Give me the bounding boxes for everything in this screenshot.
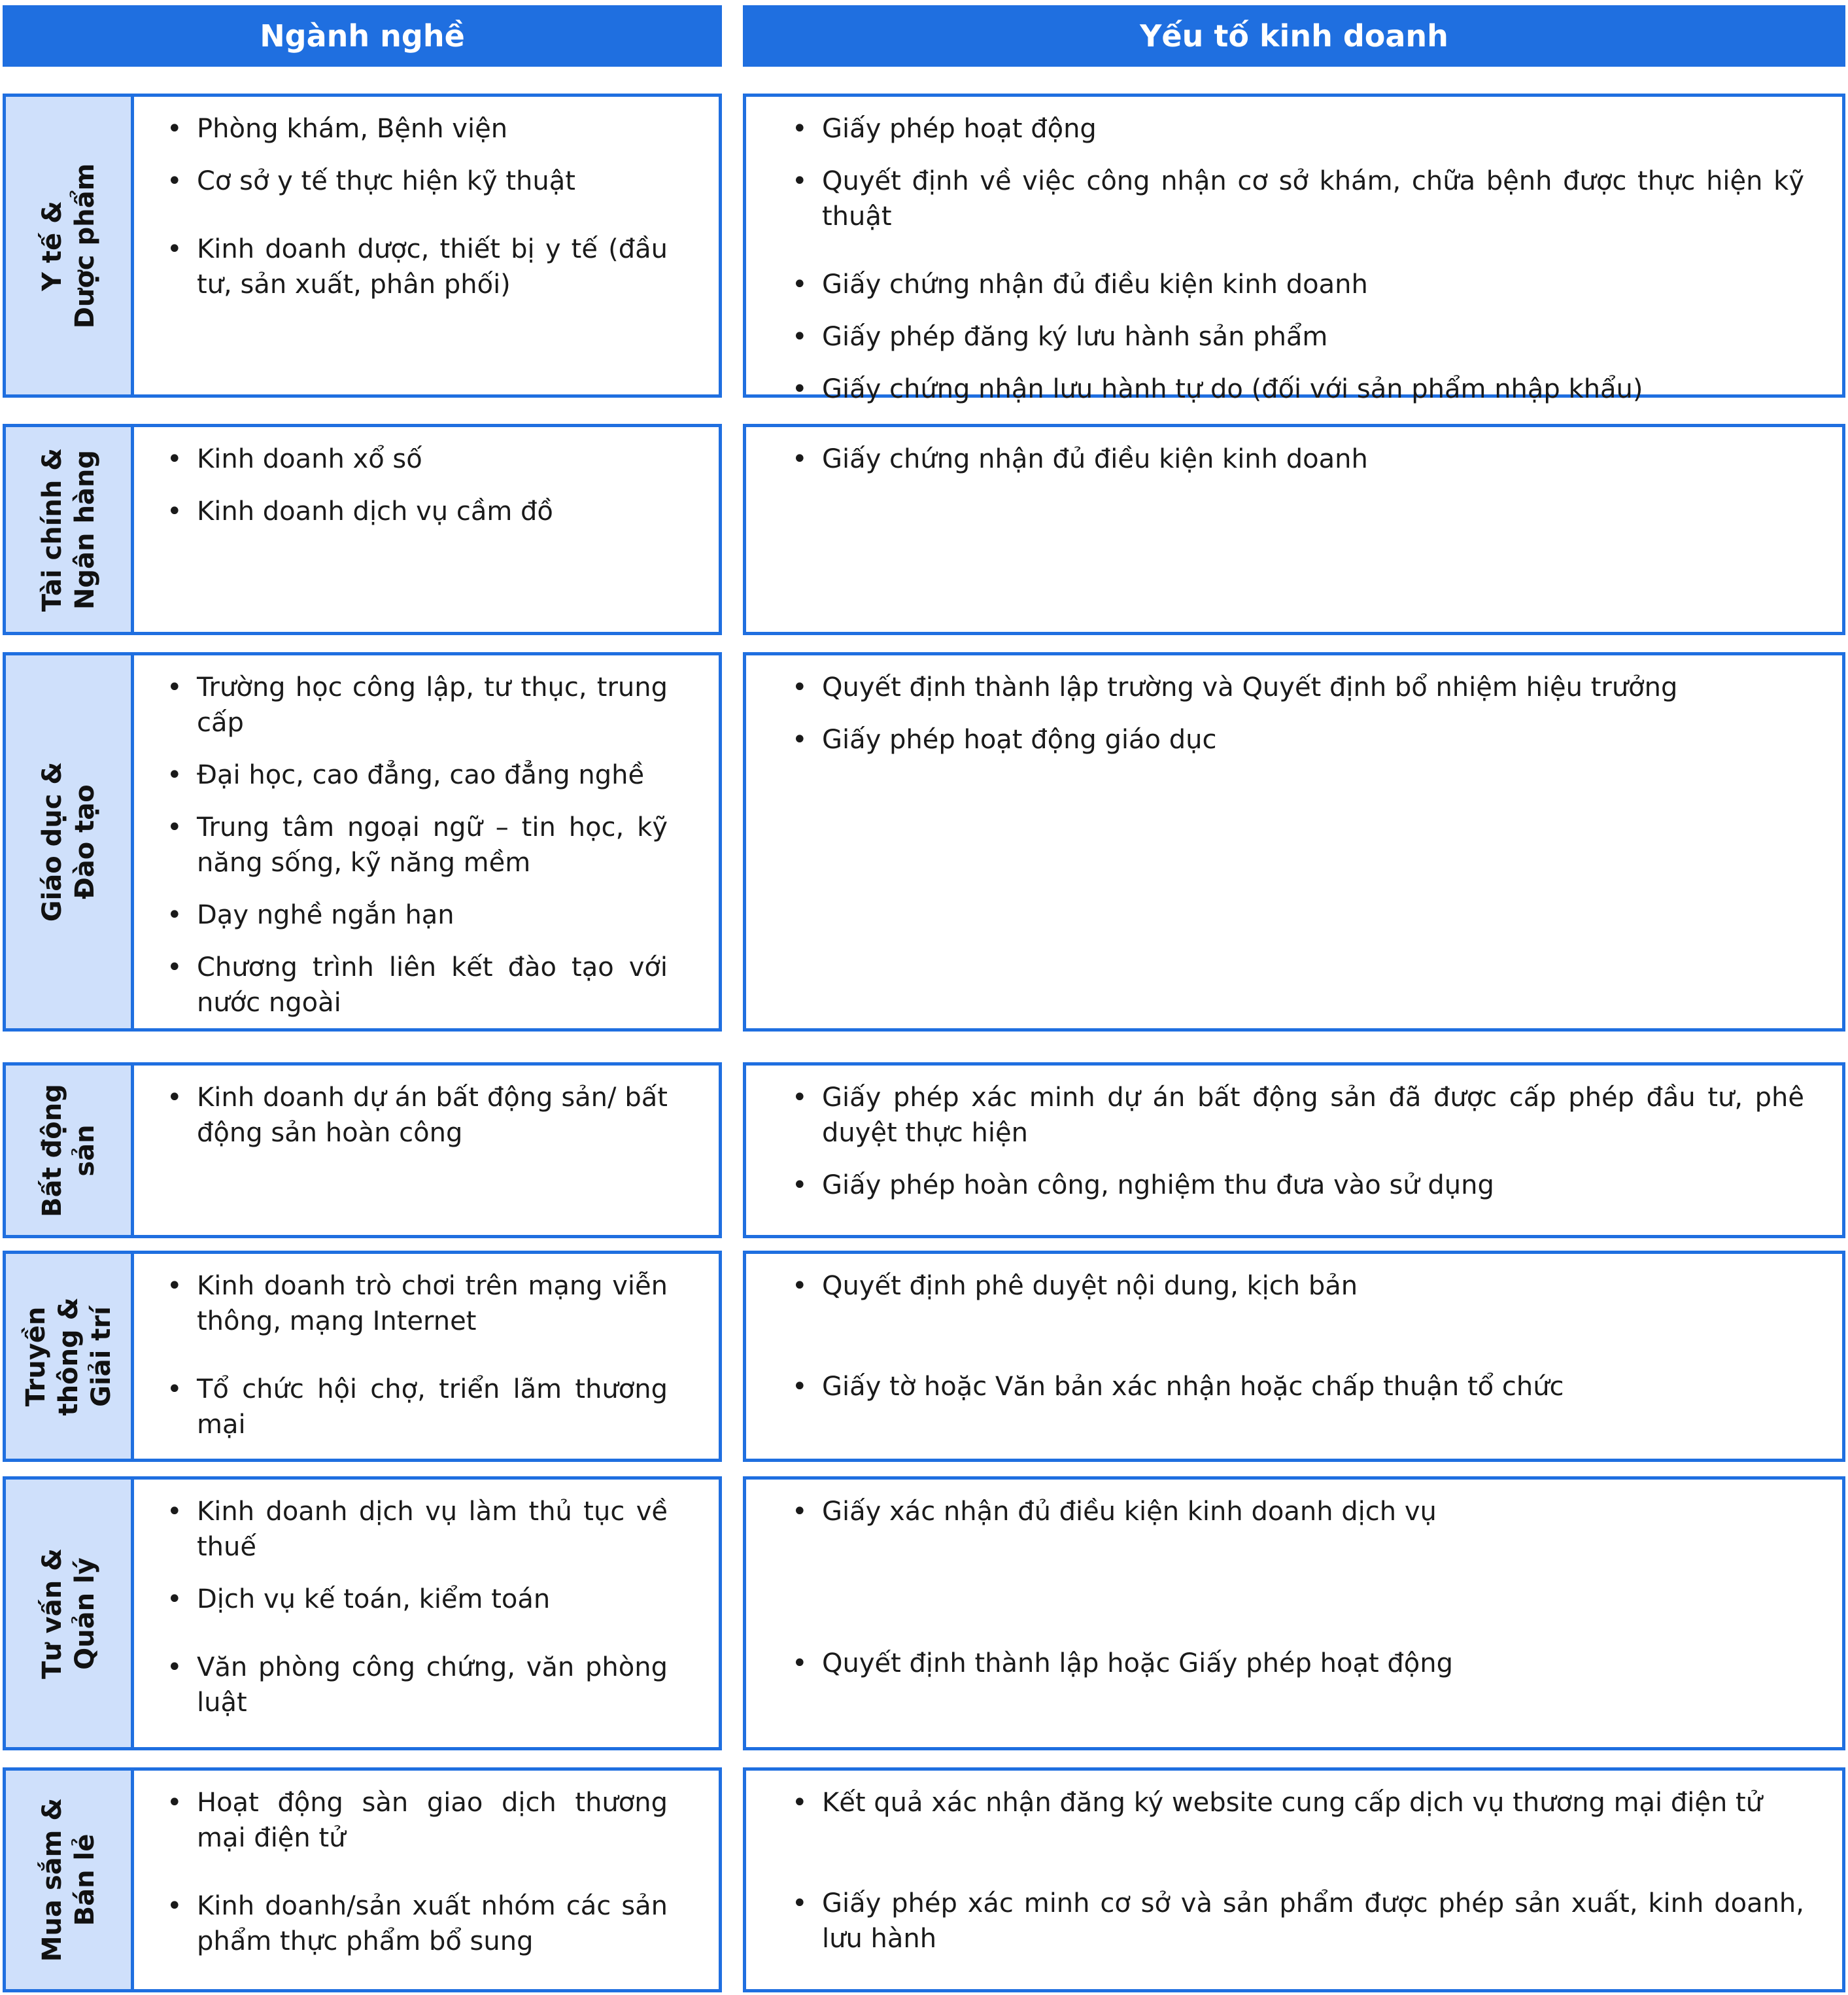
industry-list xyxy=(167,1268,668,1459)
list-item: • Quyết định phê duyệt nội dung, kịch bản xyxy=(792,1268,1804,1304)
header-business-requirements: Yếu tố kinh doanh xyxy=(743,5,1845,67)
requirements-list xyxy=(792,111,1804,424)
category-label: Tư vấn & Quản lý xyxy=(37,1548,100,1679)
list-item: • Hoạt động sàn giao dịch thương mại điện tử xyxy=(167,1785,668,1856)
row-healthcare xyxy=(0,94,1848,404)
requirements-list xyxy=(792,1494,1804,1698)
category-label-box xyxy=(6,1254,134,1459)
requirements-cell xyxy=(743,1251,1845,1462)
list-item: • Kinh doanh/sản xuất nhóm các sản phẩm thực phẩm bổ sung xyxy=(167,1888,668,1959)
list-item: • Kinh doanh dịch vụ cầm đồ xyxy=(167,494,668,529)
list-item: • Kết quả xác nhận đăng ký website cung cấp dịch vụ thương mại điện tử xyxy=(792,1785,1804,1820)
requirements-cell xyxy=(743,1062,1845,1238)
requirements-cell xyxy=(743,1767,1845,1992)
list-item: • Trường học công lập, tư thục, trung cấp xyxy=(167,670,668,740)
list-item: • Giấy chứng nhận lưu hành tự do (đối với sản phẩm nhập khẩu) xyxy=(792,372,1804,407)
industry-cell xyxy=(3,1251,722,1462)
industry-list xyxy=(167,111,668,319)
requirements-list xyxy=(792,1268,1804,1421)
list-item: • Quyết định về việc công nhận cơ sở khám, chữa bệnh được thực hiện kỹ thuật xyxy=(792,164,1804,234)
list-item: • Dạy nghề ngắn hạn xyxy=(167,897,668,933)
row-media xyxy=(0,1251,1848,1462)
category-label-box xyxy=(6,1771,134,1989)
category-label: Tài chính & Ngân hàng xyxy=(37,447,100,612)
requirements-cell xyxy=(743,424,1845,635)
requirements-list xyxy=(792,1785,1804,1973)
requirements-cell xyxy=(743,652,1845,1032)
category-label-box xyxy=(6,1066,134,1235)
list-item: • Giấy phép đăng ký lưu hành sản phẩm xyxy=(792,319,1804,355)
industry-cell xyxy=(3,1476,722,1750)
requirements-cell xyxy=(743,1476,1845,1750)
row-consulting xyxy=(0,1476,1848,1750)
industry-cell xyxy=(3,1767,722,1992)
row-retail xyxy=(0,1767,1848,1992)
requirements-list xyxy=(792,442,1804,494)
list-item: • Giấy phép hoạt động giáo dục xyxy=(792,722,1804,757)
list-item: • Kinh doanh dự án bất động sản/ bất động sản hoàn công xyxy=(167,1080,668,1151)
row-real-estate xyxy=(0,1062,1848,1238)
list-item: • Giấy phép xác minh dự án bất động sản đã được cấp phép đầu tư, phê duyệt thực hiện xyxy=(792,1080,1804,1151)
requirements-list xyxy=(792,670,1804,774)
requirements-cell xyxy=(743,94,1845,404)
industry-cell xyxy=(3,94,722,398)
industry-cell xyxy=(3,652,722,1032)
industry-cell xyxy=(3,424,722,635)
list-item: • Giấy phép xác minh cơ sở và sản phẩm được phép sản xuất, kinh doanh, lưu hành xyxy=(792,1886,1804,1956)
list-item: • Trung tâm ngoại ngữ – tin học, kỹ năng sống, kỹ năng mềm xyxy=(167,810,668,880)
industry-cell xyxy=(3,1062,722,1238)
category-label: Mua sắm & Bán lẻ xyxy=(37,1797,100,1962)
category-label: Truyền thông & Giải trí xyxy=(20,1297,116,1415)
list-item: • Kinh doanh trò chơi trên mạng viễn thông, mạng Internet xyxy=(167,1268,668,1339)
list-item: • Giấy phép hoàn công, nghiệm thu đưa vào sử dụng xyxy=(792,1168,1804,1203)
list-item: • Kinh doanh dược, thiết bị y tế (đầu tư, sản xuất, phân phối) xyxy=(167,232,668,302)
industry-list xyxy=(167,1494,668,1737)
category-label-box xyxy=(6,655,134,1028)
category-label-box xyxy=(6,1480,134,1747)
list-item: • Kinh doanh dịch vụ làm thủ tục về thuế xyxy=(167,1494,668,1565)
list-item: • Chương trình liên kết đào tạo với nước ngoài xyxy=(167,950,668,1020)
header-industry: Ngành nghề xyxy=(3,5,722,67)
list-item: • Kinh doanh xổ số xyxy=(167,442,668,477)
list-item: • Giấy xác nhận đủ điều kiện kinh doanh dịch vụ xyxy=(792,1494,1804,1529)
category-label-box xyxy=(6,427,134,632)
industry-list xyxy=(167,442,668,546)
requirements-list xyxy=(792,1080,1804,1220)
list-item: • Giấy phép hoạt động xyxy=(792,111,1804,147)
category-label: Bất động sản xyxy=(37,1083,100,1217)
list-item: • Giấy chứng nhận đủ điều kiện kinh doanh xyxy=(792,267,1804,302)
list-item: • Quyết định thành lập trường và Quyết định bổ nhiệm hiệu trưởng xyxy=(792,670,1804,705)
category-label: Giáo dục & Đào tạo xyxy=(37,761,100,922)
list-item: • Giấy chứng nhận đủ điều kiện kinh doanh xyxy=(792,442,1804,477)
list-item: • Đại học, cao đẳng, cao đẳng nghề xyxy=(167,757,668,793)
category-label: Y tế & Dược phẩm xyxy=(37,163,100,328)
industry-list xyxy=(167,1080,668,1168)
list-item: • Văn phòng công chứng, văn phòng luật xyxy=(167,1650,668,1720)
list-item: • Cơ sở y tế thực hiện kỹ thuật xyxy=(167,164,668,199)
list-item: • Dịch vụ kế toán, kiểm toán xyxy=(167,1582,668,1617)
list-item: • Phòng khám, Bệnh viện xyxy=(167,111,668,147)
list-item: • Giấy tờ hoặc Văn bản xác nhận hoặc chấp thuận tổ chức xyxy=(792,1369,1804,1404)
list-item: • Quyết định thành lập hoặc Giấy phép hoạt động xyxy=(792,1646,1804,1681)
list-item: • Tổ chức hội chợ, triển lãm thương mại xyxy=(167,1372,668,1442)
industry-list xyxy=(167,670,668,1037)
industry-list xyxy=(167,1785,668,1976)
row-finance xyxy=(0,424,1848,635)
row-education xyxy=(0,652,1848,1032)
category-label-box xyxy=(6,97,134,394)
